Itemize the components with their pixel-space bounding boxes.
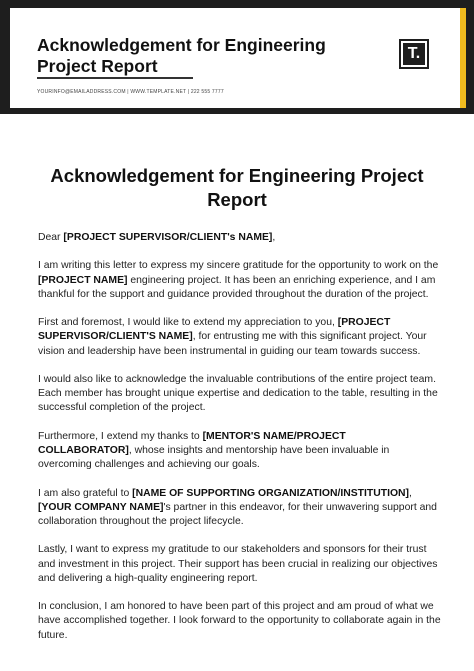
placeholder-supervisor-name: [PROJECT SUPERVISOR/CLIENT's NAME] [63,232,273,243]
accent-stripe [460,8,466,108]
paragraph-1: I am writing this letter to express my sincere gratitude for the opportunity to work on the [PROJECT NAME] engineering project. It has been an enriching experience, and I am thankful for the support and guidance provided throughout the duration of the project. [38,260,439,300]
header-card [10,8,466,108]
paragraph-5: I am also grateful to [NAME OF SUPPORTING ORGANIZATION/INSTITUTION], [YOUR COMPANY NAME]'s partner in this endeavor, for their unwavering support and collaboration throughout the project lifecycle. [38,487,437,527]
header-title: Acknowledgement for Engineering Project Report [37,35,326,76]
placeholder-company-name: [YOUR COMPANY NAME] [38,501,164,513]
paragraph-7: In conclusion, I am honored to have been part of this project and am proud of what we have accomplished together. I look forward to the opportunity to collaborate again in the future. [38,601,441,641]
header-contact-info: YOURINFO@EMAILADDRESS.COM | WWW.TEMPLATE.NET | 222 555 7777 [37,89,224,95]
paragraph-6: Lastly, I want to express my gratitude to our stakeholders and sponsors for their trust and investment in this project. Their support has been crucial in realizing our objectives and delivering a high-quality engineering report. [38,544,438,584]
placeholder-supporting-organization: [NAME OF SUPPORTING ORGANIZATION/INSTITUTION] [132,487,410,499]
document-title: Acknowledgement for Engineering Project Report [50,165,424,210]
salutation: Dear [PROJECT SUPERVISOR/CLIENT's NAME], [38,232,276,243]
paragraph-3: I would also like to acknowledge the invaluable contributions of the entire project team. Each member has brought unique expertise and dedication to the table, resulting in the successful completion of the project. [38,373,438,414]
paragraph-2: First and foremost, I would like to extend my appreciation to you, [PROJECT SUPERVISOR/CLIENT'S NAME], for entrusting me with this significant project. Your vision and leadership have been instrumental in guiding our team towards success. [38,317,427,357]
paragraph-4: Furthermore, I extend my thanks to [MENTOR'S NAME/PROJECT COLLABORATOR], whose insights and mentorship have been invaluable in overcoming challenges and achieving our goals. [38,430,390,471]
template-logo: T. [399,39,429,69]
letter-body [38,231,442,657]
header-divider [37,77,193,79]
placeholder-mentor-name: [MENTOR'S NAME/PROJECT COLLABORATOR] [38,430,346,456]
placeholder-supervisor-client-name: [PROJECT SUPERVISOR/CLIENT'S NAME] [38,317,391,343]
placeholder-project-name: [PROJECT NAME] [38,274,128,286]
